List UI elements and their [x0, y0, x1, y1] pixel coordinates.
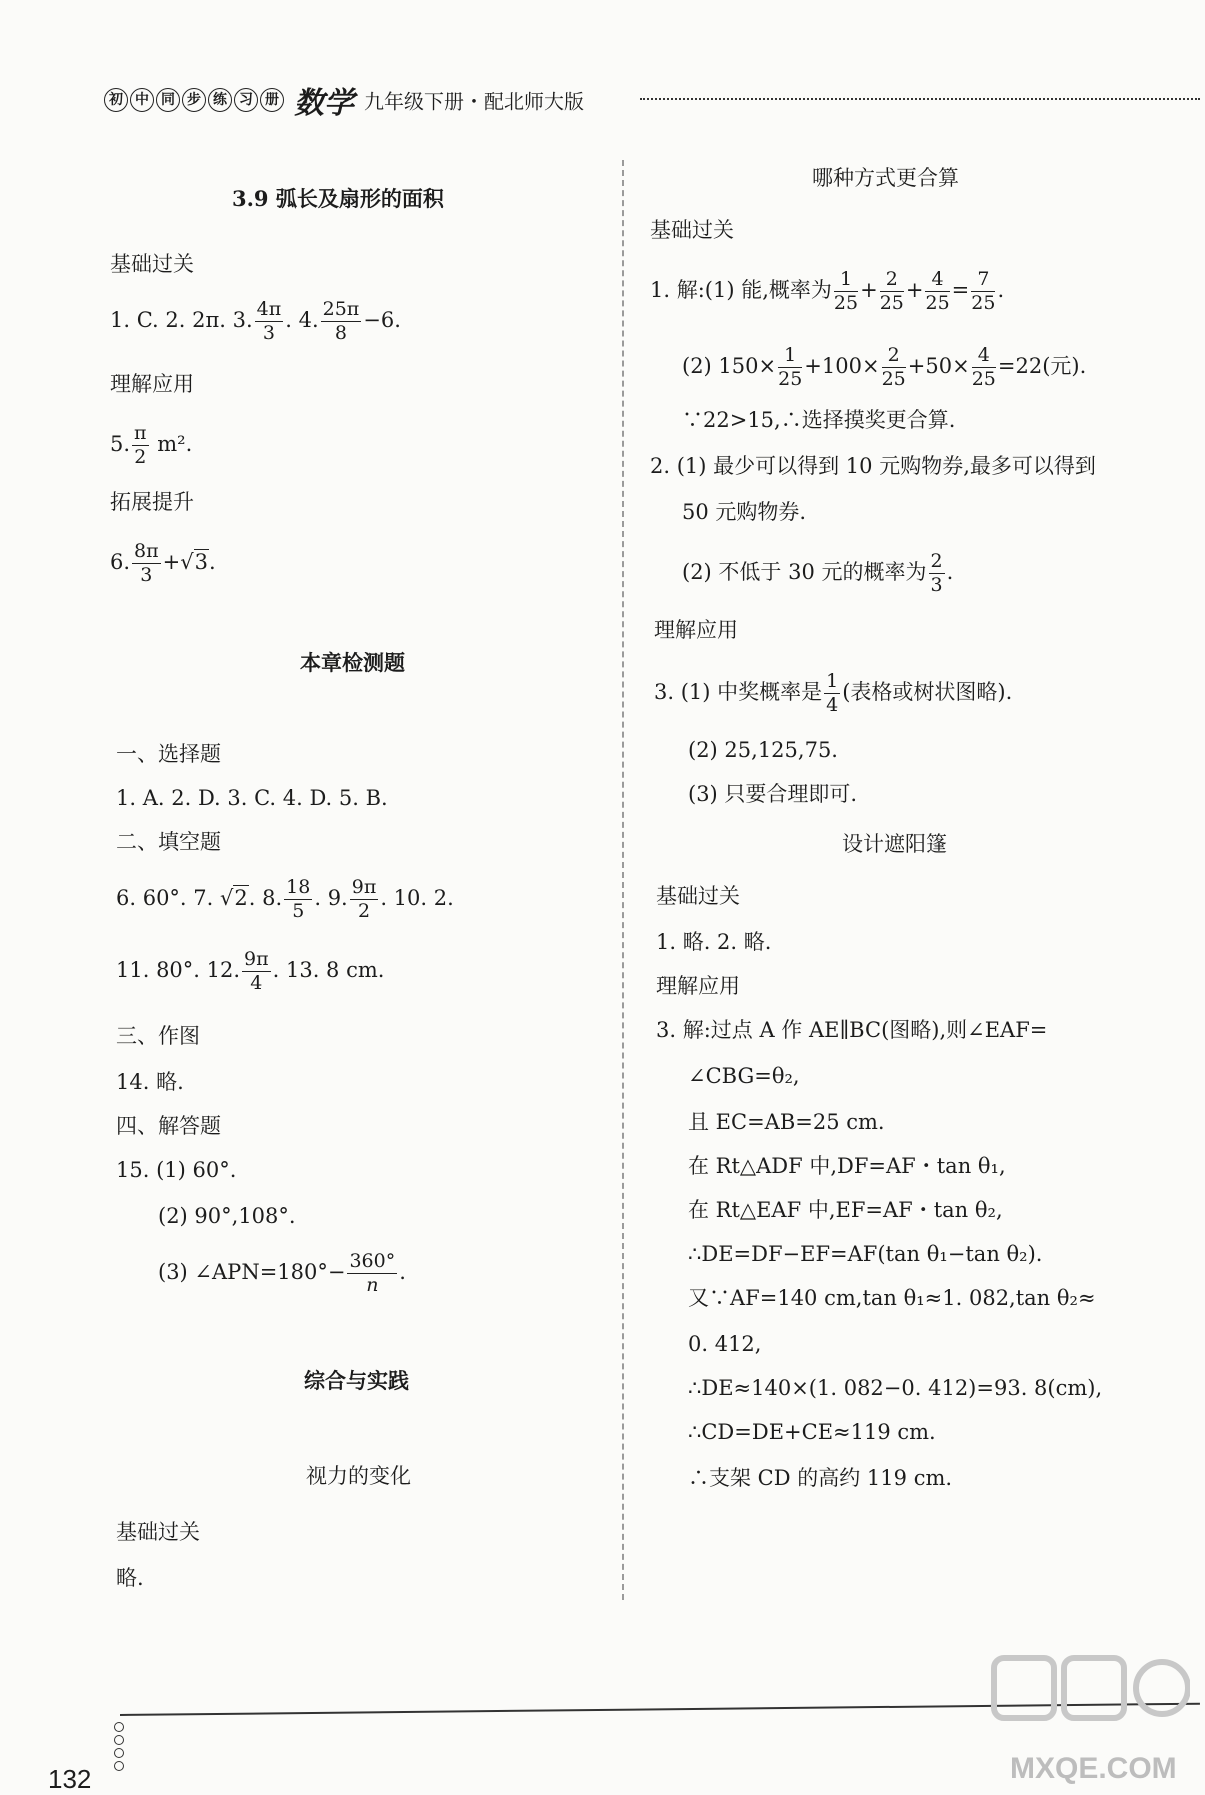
subheading: 拓展提升: [110, 490, 194, 514]
subheading: 理解应用: [110, 372, 194, 396]
answer-line: (2) 150× $\frac{1}{25}$ +100× $\frac{2}{25}$ +50× $\frac{4}{25}$ =22(元).: [682, 344, 1087, 390]
answer-line: 14. 略.: [116, 1070, 184, 1094]
answer-line: ∴DE≈140×(1. 082−0. 412)=93. 8(cm),: [688, 1376, 1103, 1400]
answer-line: 6. 60°. 7. √2. 8. $\frac{18}{5}$ . 9. $\frac{9\pi}{2}$ . 10. 2.: [116, 876, 454, 922]
answer-line: 1. 略. 2. 略.: [656, 930, 772, 954]
series-char: 步: [182, 88, 206, 112]
answer-line: 15. (1) 60°.: [116, 1158, 237, 1182]
answer-line: (2) 90°,108°.: [158, 1204, 296, 1228]
answer-line: 在 Rt△ADF 中,DF=AF・tan θ₁,: [688, 1154, 1006, 1178]
answer-line: 0. 412,: [688, 1332, 762, 1356]
answer-line: 6. $\frac{8\pi}{3}$ +√3.: [110, 540, 216, 586]
section-title: 本章检测题: [300, 650, 405, 675]
answer-line: (2) 25,125,75.: [688, 738, 838, 762]
answer-line: 1. C. 2. 2π. 3. $\frac{4\pi}{3}$ . 4. $\frac{25\pi}{8}$ −6.: [110, 298, 401, 344]
answer-line: ∠CBG=θ₂,: [688, 1064, 800, 1088]
answer-line: 且 EC=AB=25 cm.: [688, 1110, 885, 1134]
column-divider: [622, 160, 624, 1600]
series-char: 练: [208, 88, 232, 112]
answer-line: ∵22>15,∴选择摸奖更合算.: [682, 408, 956, 432]
answer-line: ∴DE=DF−EF=AF(tan θ₁−tan θ₂).: [688, 1242, 1043, 1266]
page-header: [104, 78, 584, 122]
header-dotted-rule: [640, 98, 1200, 100]
subheading: 理解应用: [656, 974, 740, 998]
answer-line: 3. (1) 中奖概率是 $\frac{1}{4}$ (表格或树状图略).: [654, 670, 1013, 716]
answer-line: ∴CD=DE+CE≈119 cm.: [688, 1420, 936, 1444]
sub-section-title: 哪种方式更合算: [812, 166, 959, 190]
subheading: 基础过关: [656, 884, 740, 908]
answer-line: 又∵AF=140 cm,tan θ₁≈1. 082,tan θ₂≈: [688, 1286, 1096, 1310]
subheading: 二、填空题: [116, 830, 221, 854]
footer-dot-icon: [114, 1722, 124, 1774]
answer-line: (3) ∠APN=180°− $\frac{360^\circ}{n}$ .: [158, 1250, 406, 1296]
subheading: 四、解答题: [116, 1114, 221, 1138]
sub-section-title: 设计遮阳篷: [842, 832, 947, 856]
series-char: 中: [130, 88, 154, 112]
answer-line: 略.: [116, 1566, 144, 1590]
watermark-text: MXQE.COM: [1010, 1752, 1177, 1785]
series-char: 初: [104, 88, 128, 112]
answer-line: (2) 不低于 30 元的概率为 $\frac{2}{3}$ .: [682, 550, 954, 596]
subheading: 基础过关: [110, 252, 194, 276]
answer-line: 11. 80°. 12. $\frac{9\pi}{4}$ . 13. 8 cm.: [116, 948, 385, 994]
sub-section-title: 视力的变化: [306, 1464, 411, 1488]
grade-label: 九年级下册・配北师大版: [364, 89, 584, 114]
subheading: 理解应用: [654, 618, 738, 642]
answer-line: 1. 解:(1) 能,概率为 $\frac{1}{25}$ + $\frac{2}{25}$ + $\frac{4}{25}$ = $\frac{7}{25}$ .: [650, 268, 1005, 314]
subheading: 一、选择题: [116, 742, 221, 766]
answer-line: (3) 只要合理即可.: [688, 782, 858, 806]
watermark-logo-icon: [990, 1650, 1190, 1740]
series-char: 同: [156, 88, 180, 112]
answer-line: 50 元购物券.: [682, 500, 807, 524]
section-title: 3.9 弧长及扇形的面积: [232, 186, 444, 211]
section-title: 综合与实践: [304, 1368, 409, 1393]
page-number: 132: [48, 1764, 92, 1794]
series-char: 习: [234, 88, 258, 112]
answer-line: 在 Rt△EAF 中,EF=AF・tan θ₂,: [688, 1198, 1003, 1222]
subheading: 基础过关: [650, 218, 734, 242]
subject-title: 数学: [294, 86, 354, 121]
subheading: 三、作图: [116, 1024, 200, 1048]
answer-line: 3. 解:过点 A 作 AE∥BC(图略),则∠EAF=: [656, 1018, 1048, 1042]
answer-line: ∴支架 CD 的高约 119 cm.: [688, 1466, 953, 1490]
subheading: 基础过关: [116, 1520, 200, 1544]
answer-line: 5. $\frac{\pi}{2}$ m².: [110, 422, 193, 468]
answer-line: 1. A. 2. D. 3. C. 4. D. 5. B.: [116, 786, 388, 810]
answer-line: 2. (1) 最少可以得到 10 元购物券,最多可以得到: [650, 454, 1096, 478]
series-char: 册: [260, 88, 284, 112]
